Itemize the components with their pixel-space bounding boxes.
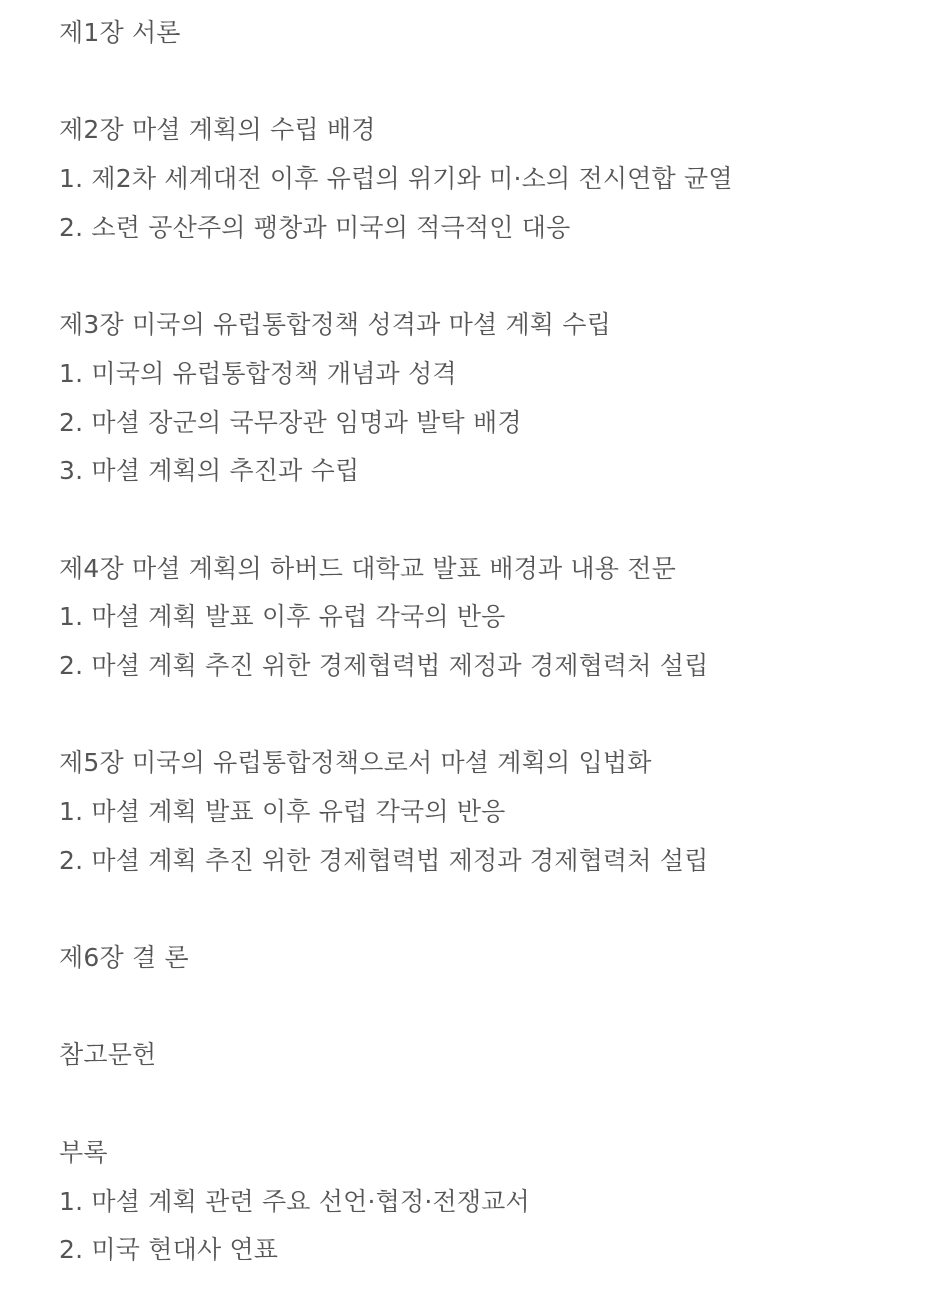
- chapter-4-heading: 제4장 마셜 계획의 하버드 대학교 발표 배경과 내용 전문: [59, 553, 676, 583]
- chapter-5-item-1: 1. 마셜 계획 발표 이후 유럽 각국의 반응: [59, 797, 506, 826]
- chapter-2-item-1: 1. 제2차 세계대전 이후 유럽의 위기와 미·소의 전시연합 균열: [59, 164, 733, 194]
- references-heading: 참고문헌: [59, 1040, 157, 1070]
- appendix-heading: 부록: [59, 1137, 108, 1167]
- chapter-1-heading: 제1장 서론: [59, 18, 181, 47]
- chapter-4-item-2: 2. 마셜 계획 추진 위한 경제협력법 제정과 경제협력처 설립: [59, 650, 709, 680]
- chapter-2-heading: 제2장 마셜 계획의 수립 배경: [59, 115, 376, 145]
- section-gap: [59, 885, 919, 934]
- section-gap: [59, 691, 919, 740]
- chapter-3-item-3: 3. 마셜 계획의 추진과 수립: [59, 456, 360, 486]
- chapter-5-heading: 제5장 미국의 유럽통합정책으로서 마셜 계획의 입법화: [59, 748, 652, 778]
- section-gap: [59, 58, 919, 107]
- section-gap: [59, 1080, 919, 1129]
- section-gap: [59, 252, 919, 301]
- chapter-3-item-2: 2. 마셜 장군의 국무장관 임명과 발탁 배경: [59, 407, 522, 437]
- chapter-3-item-1: 1. 미국의 유럽통합정책 개념과 성격: [59, 358, 457, 388]
- section-gap: [59, 496, 919, 545]
- appendix-item-1: 1. 마셜 계획 관련 주요 선언·협정·전쟁교서: [59, 1186, 530, 1216]
- chapter-2-item-2: 2. 소련 공산주의 팽창과 미국의 적극적인 대응: [59, 212, 571, 242]
- table-of-contents: [59, 9, 919, 1275]
- section-gap: [59, 983, 919, 1032]
- chapter-6-heading: 제6장 결 론: [59, 943, 189, 973]
- chapter-5-item-2: 2. 마셜 계획 추진 위한 경제협력법 제정과 경제협력처 설립: [59, 845, 709, 875]
- chapter-4-item-1: 1. 마셜 계획 발표 이후 유럽 각국의 반응: [59, 602, 506, 632]
- appendix-item-2: 2. 미국 현대사 연표: [59, 1235, 279, 1265]
- chapter-3-heading: 제3장 미국의 유럽통합정책 성격과 마셜 계획 수립: [59, 310, 611, 340]
